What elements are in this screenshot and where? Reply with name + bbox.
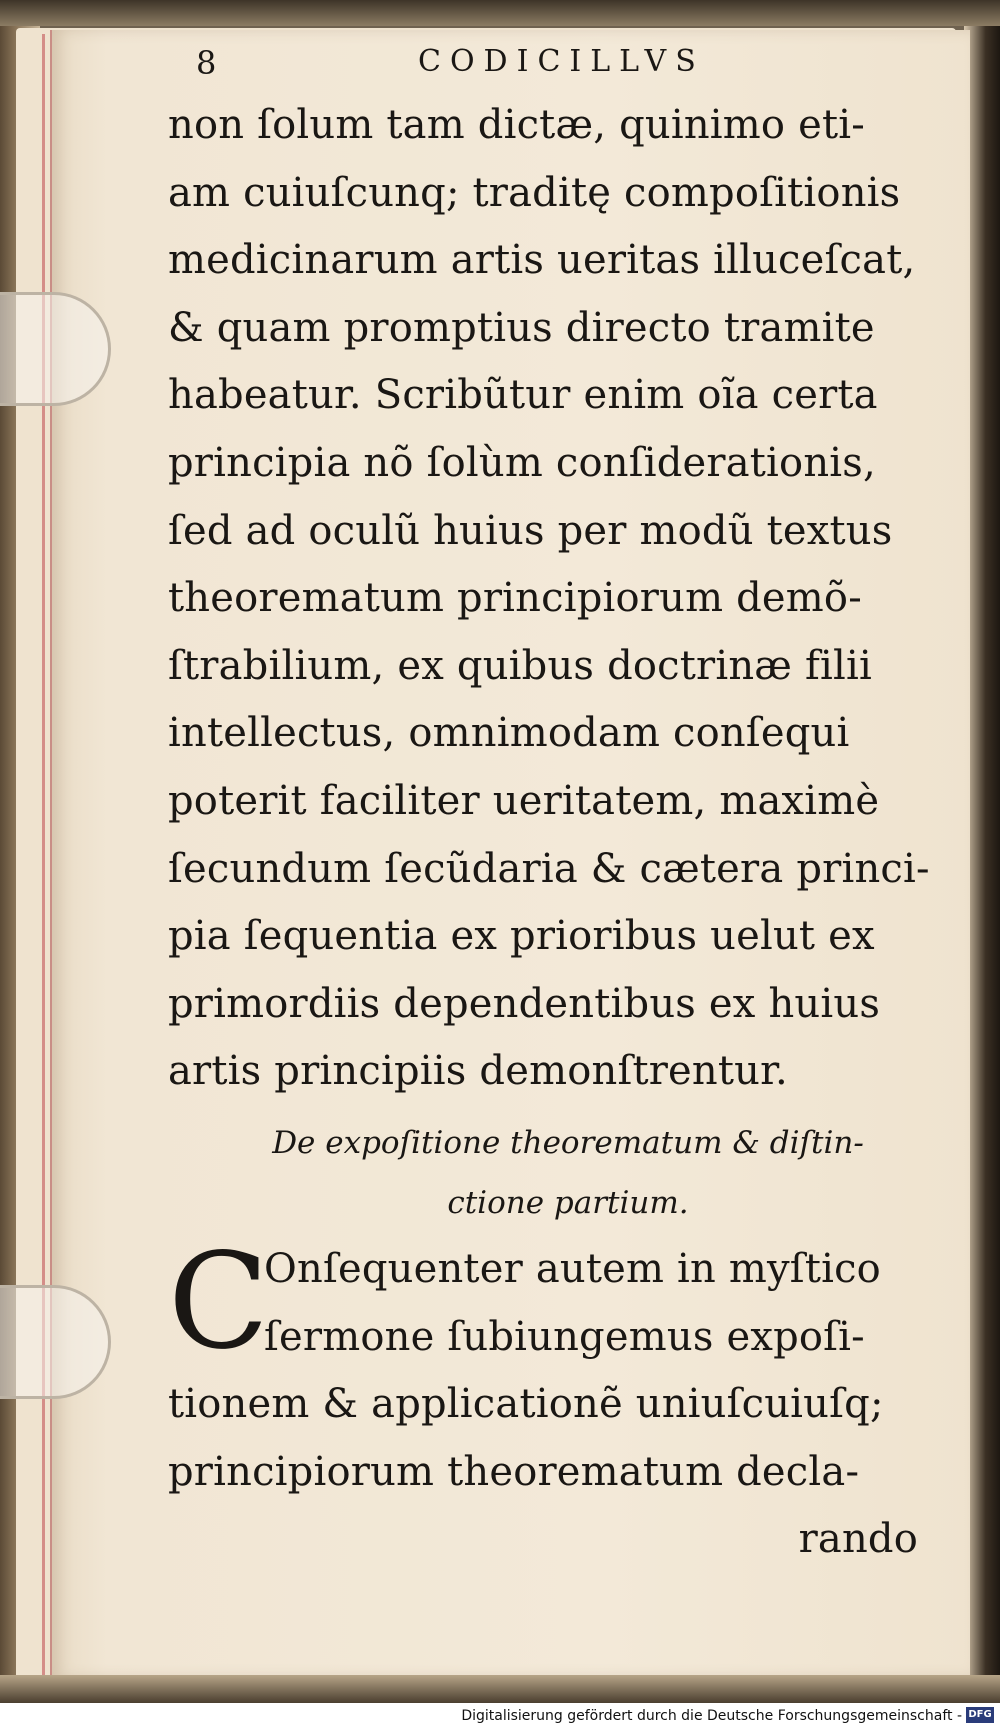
main-paragraph [168,92,958,1106]
red-margin-rule [42,34,45,1684]
text-line: & quam promptius directo tramite [168,304,875,351]
book-edge-bottom [0,1675,1000,1703]
text-line: ſed ad oculũ huius per modũ textus [168,507,893,554]
subheading-line: De expoſitione theorematum & diſtin- [272,1124,864,1161]
text-line: primordiis dependentibus ex huius [168,980,881,1027]
text-line: tionem & applicationẽ uniuſcuiuſq; [168,1381,884,1428]
text-line: theorematum principiorum demõ- [168,575,862,622]
text-line: principiorum theorematum decla- [168,1448,860,1495]
text-line: ſecundum ſecũdaria & cætera princi- [168,845,930,892]
subheading-line: ctione partium. [447,1184,689,1221]
running-head [168,40,958,92]
text-line: non ſolum tam dictæ, quinimo eti- [168,102,865,148]
book-edge-top [0,0,1000,26]
text-line: ſermone ſubiungemus expoſi- [264,1313,865,1360]
footer-credit: Digitalisierung gefördert durch die Deutsche Forschungsgemeinschaft - [461,1708,962,1724]
text-line: medicinarum artis ueritas illuceſcat, [168,237,916,284]
text-line: artis principiis demonſtrentur. [168,1048,788,1095]
dfg-logo-icon: DFG [966,1707,994,1723]
text-line: am cuiuſcunq; traditę compoſitionis [168,169,901,216]
text-line: principia nõ ſolùm conſiderationis, [168,439,876,486]
drop-cap: C [168,1224,269,1379]
text-line: poterit faciliter ueritatem, maximè [168,777,880,824]
running-title: CODICILLVS [418,44,705,79]
page-clip-top [0,292,111,406]
page-number: 8 [196,44,224,82]
section-subheading [168,1120,958,1226]
text-line: ſtrabilium, ex quibus doctrinæ filii [168,642,872,689]
page-clip-bottom [0,1285,111,1399]
text-line: intellectus, omnimodam conſequi [168,710,850,757]
text-line: pia ſequentia ex prioribus uelut ex [168,913,875,960]
text-line: habeatur. Scribũtur enim oĩa certa [168,372,878,419]
digitization-footer [0,1703,1000,1729]
text-line: Onſequenter autem in myſtico [264,1245,881,1292]
page-text [168,40,958,1574]
catchword: rando [798,1516,918,1563]
second-paragraph [168,1224,958,1574]
